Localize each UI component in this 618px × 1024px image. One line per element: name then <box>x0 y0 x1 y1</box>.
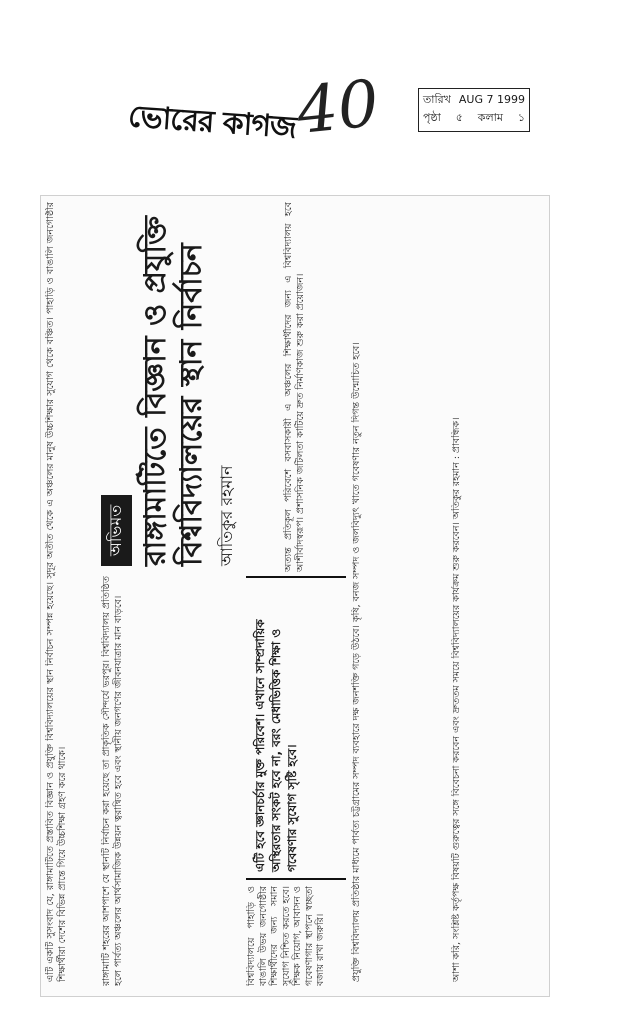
handwritten-annotation: 40 <box>293 66 383 150</box>
article-column-2 <box>101 576 241 986</box>
article-column-2-text: রাঙ্গামাটি শহরের আশপাশে যে স্থানটি নির্বাচন করা হয়েছে তা প্রাকৃতিক সৌন্দর্যে ভরপুর। বিশ্ববিদ্যালয় প্রতিষ্ঠিত হলে পার্বত্য অঞ্চলের আর্থসামাজিক উন্নয়ন ত্বরান্বিত হবে এবং স্থানীয় জনগণের জীবনযাত্রার মান বাড়বে। <box>101 576 124 986</box>
article-column-3-text: অত্যন্ত প্রতিকূল পরিবেশে বসবাসকারী এ অঞ্চলের শিক্ষার্থীদের জন্য এ বিশ্ববিদ্যালয় হবে আশীর্বাদস্বরূপ। প্রশাসনিক জটিলতা কাটিয়ে দ্রুত নির্মাণকাজ শুরু করা প্রয়োজন। <box>283 202 306 572</box>
stamp-date-label: তারিখ <box>423 93 451 106</box>
stamp-date-value: AUG 7 1999 <box>458 93 525 106</box>
article-column-6 <box>451 202 545 992</box>
article-author: আতিকুর রহমান <box>217 465 236 566</box>
article-column-1-text: এটি একটি সুসংবাদ যে, রাঙ্গামাটিতে প্রস্তাবিত বিজ্ঞান ও প্রযুক্তি বিশ্ববিদ্যালয়ের স্থান নির্বাচন সম্পন্ন হয়েছে। সুদূর অতীত থেকে এ অঞ্চলের মানুষ উচ্চশিক্ষার সুযোগ থেকে বঞ্চিত। পাহাড়ি ও বাঙালি জনগোষ্ঠীর শিক্ষার্থীরা দেশের বিভিন্ন প্রান্তে গিয়ে উচ্চশিক্ষা গ্রহণ করে থাকে। <box>45 202 68 982</box>
stamp-page-value: ৫ <box>455 111 463 124</box>
section-tag: অভিমত <box>101 495 132 566</box>
article-column-4-text: বিশ্ববিদ্যালয়ে পাহাড়ি ও বাঙালি উভয় জনগোষ্ঠীর শিক্ষার্থীদের জন্য সমান সুযোগ নিশ্চিত করতে হবে। শিক্ষক নিয়োগ, আবাসন ও গবেষণাগার স্থাপনে স্বচ্ছতা বজায় রাখা জরুরি। <box>246 886 326 986</box>
stamp-page-label: পৃষ্ঠা <box>423 111 441 124</box>
article-column-6-text: আশা করি, সংশ্লিষ্ট কর্তৃপক্ষ বিষয়টি গুরুত্বের সঙ্গে বিবেচনা করবেন এবং দ্রুততম সময়ে বিশ্ববিদ্যালয়ের কার্যক্রম শুরু করবেন। অতিকুর রহমান : প্রাবন্ধিক। <box>451 417 462 982</box>
pullquote-text: এটি হবে জ্ঞানচর্চার মুক্ত পরিবেশ। এখানে সাম্প্রদায়িক অস্থিরতার সংকট হবে না, বরং মেধাভিত্তিক শিক্ষা ও গবেষণার সুযোগ সৃষ্টি হবে। <box>253 619 299 872</box>
article-column-3 <box>283 202 343 572</box>
archive-stamp <box>418 88 530 132</box>
stamp-column-value: ১ <box>517 111 525 124</box>
article-pullquote <box>246 576 346 880</box>
article-column-4 <box>246 886 346 986</box>
article-headline-block <box>101 206 281 566</box>
newspaper-masthead: ভোরের কাগজ <box>127 99 297 146</box>
newspaper-clipping <box>40 195 550 997</box>
article-column-5-text: প্রযুক্তি বিশ্ববিদ্যালয় প্রতিষ্ঠার মাধ্যমে পার্বত্য চট্টগ্রামের সম্পদ ব্যবহারে দক্ষ জনশক্তি গড়ে উঠবে। কৃষি, বনজ সম্পদ ও জলবিদ্যুৎ খাতে গবেষণার নতুন দিগন্ত উন্মোচিত হবে। <box>351 342 362 982</box>
article-title: রাঙ্গামাটিতে বিজ্ঞান ও প্রযুক্তি বিশ্ববিদ্যালয়ের স্থান নির্বাচন <box>138 215 209 566</box>
article-column-1 <box>45 202 101 992</box>
stamp-column-label: কলাম <box>477 111 503 124</box>
article-column-5 <box>351 202 447 992</box>
